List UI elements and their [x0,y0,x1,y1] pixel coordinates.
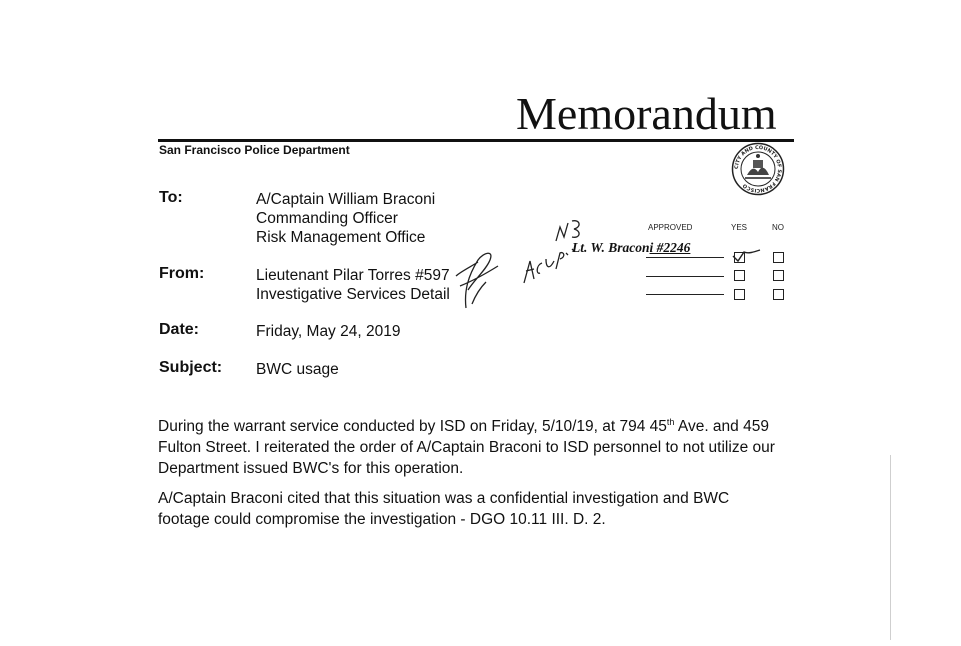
subject-value: BWC usage [256,361,339,378]
approver-name [572,240,690,256]
row1-no-checkbox[interactable] [773,252,784,263]
memo-title: Memorandum [516,88,777,139]
row2-no-checkbox[interactable] [773,270,784,281]
to-line-2: Commanding Officer [256,210,398,227]
to-label: To: [159,189,183,206]
row2-yes-checkbox[interactable] [734,270,745,281]
approval-line-1 [646,257,724,258]
checkmark-icon [730,244,764,264]
from-line-2: Investigative Services Detail [256,286,450,303]
approved-header: APPROVED [648,223,693,232]
from-label: From: [159,265,205,282]
body-paragraph-2: A/Captain Braconi cited that this situation was a confidential investigation and BWC footage could compromise the investigation - DGO 10.11 III. D. 2. [158,490,730,528]
approval-line-3 [646,294,724,295]
from-line-1: Lieutenant Pilar Torres #597 [256,267,450,284]
no-header: NO [772,223,784,232]
subject-label: Subject: [159,359,223,376]
body-p1-after: Ave. and 459 Fulton Street. I reiterated the order of A/Captain Braconi to ISD personnel to not utilize our Department issued BWC's for this operation. [158,418,775,477]
to-line-1: A/Captain William Braconi [256,191,436,208]
approval-line-2 [646,276,724,277]
approver-prefix: Lt. W. Bracon [572,240,650,255]
body-paragraph-1 [158,412,798,479]
department-name: San Francisco Police Department [159,143,350,157]
row3-yes-checkbox[interactable] [734,289,745,300]
body-p1-before: During the warrant service conducted by ISD on Friday, 5/10/19, at 794 45 [158,418,667,435]
handwritten-signature-icon [438,246,508,316]
city-county-seal-icon [731,142,785,196]
yes-header: YES [731,223,748,232]
header-rule [158,139,794,142]
body-p1-sup: th [666,417,675,427]
scan-edge-line [890,455,891,640]
to-line-3: Risk Management Office [256,229,426,246]
date-label: Date: [159,321,200,338]
seal-text: CITY AND COUNTY OF SAN FRANCISCO [733,144,783,194]
approver-underlined: i #2246 [649,240,691,255]
date-value: Friday, May 24, 2019 [256,323,401,340]
row3-no-checkbox[interactable] [773,289,784,300]
